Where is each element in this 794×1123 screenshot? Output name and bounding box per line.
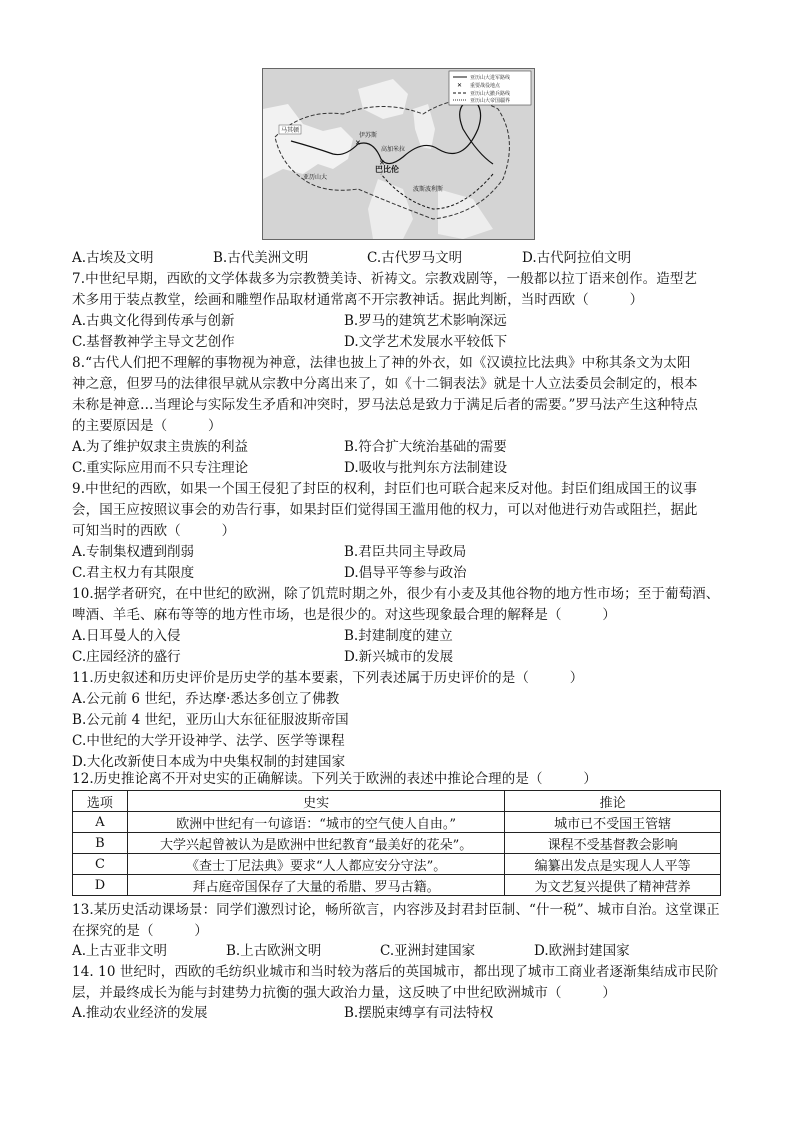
svg-text:波斯波利斯: 波斯波利斯 <box>413 186 444 193</box>
map-illustration <box>263 69 534 239</box>
q9-stem-line: 会，国王应按照议事会的劝告行事，如果封臣们觉得国王滥用他的权力，可以对他进行劝告或阻拦，据此 <box>72 502 698 518</box>
q11-stem-line: 11.历史叙述和历史评价是历史学的基本要素，下列表述属于历史评价的是（ ） <box>72 670 584 686</box>
table-cell: 课程不受基督教会影响 <box>505 833 721 854</box>
q14-option-a: A.推动农业经济的发展 <box>72 1005 208 1021</box>
q7-option-d: D.文学艺术发展水平较低下 <box>344 334 508 350</box>
svg-text:亚历山大进军路线: 亚历山大进军路线 <box>470 75 511 81</box>
q14-option-b: B.摆脱束缚享有司法特权 <box>344 1005 494 1021</box>
table-row <box>73 812 721 833</box>
q10-stem-line: 啤酒、羊毛、麻布等等的地方性市场，也是很少的。对这些现象最合理的解释是（ ） <box>72 607 616 623</box>
svg-text:亚历山大: 亚历山大 <box>303 174 328 181</box>
q7-option-b: B.罗马的建筑艺术影响深远 <box>344 313 507 329</box>
q8-option-a: A.为了维护奴隶主贵族的利益 <box>72 439 249 455</box>
q8-option-d: D.吸收与批判东方法制建设 <box>344 460 508 476</box>
q14-stem-line: 14. 10 世纪时，西欧的毛纺织业城市和当时较为落后的英国城市，都出现了城市工商业者逐渐集结成市民阶 <box>72 964 719 980</box>
q8-option-c: C.重实际应用而不只专注理论 <box>72 460 249 476</box>
q9-stem-line: 9.中世纪的西欧，如果一个国王侵犯了封臣的权利，封臣们也可联合起来反对他。封臣们组成国王的议事 <box>72 481 698 497</box>
table-row <box>73 833 721 854</box>
q13-stem-line: 在探究的是（ ） <box>72 923 208 939</box>
svg-text:✕: ✕ <box>457 82 463 89</box>
svg-text:高加米拉: 高加米拉 <box>381 146 406 153</box>
q13-stem-line: 13.某历史活动课场景：同学们激烈讨论，畅所欲言，内容涉及封君封臣制、“什一税”、城市自治。这堂课正 <box>72 902 720 918</box>
q13-option-d: D.欧洲封建国家 <box>534 943 630 959</box>
q7-option-c: C.基督教神学主导文艺创作 <box>72 334 235 350</box>
table-cell: D <box>73 875 128 896</box>
q9-option-c: C.君主权力有其限度 <box>72 565 195 581</box>
q8-option-b: B.符合扩大统治基础的需要 <box>344 439 507 455</box>
q10-option-d: D.新兴城市的发展 <box>344 649 454 665</box>
q11-option-c: C.中世纪的大学开设神学、法学、医学等课程 <box>72 733 345 749</box>
table-cell: 大学兴起曾被认为是欧洲中世纪教育“最美好的花朵”。 <box>127 833 505 854</box>
q9-stem-line: 可知当时的西欧（ ） <box>72 523 236 539</box>
q10-option-b: B.封建制度的建立 <box>344 628 453 644</box>
q10-option-c: C.庄园经济的盛行 <box>72 649 181 665</box>
q10-option-a: A.日耳曼人的入侵 <box>72 628 181 644</box>
q10-stem-line: 10.据学者研究，在中世纪的欧洲，除了饥荒时期之外，很少有小麦及其他谷物的地方性市场；至于葡萄酒、 <box>72 586 720 602</box>
table-cell: 城市已不受国王管辖 <box>505 812 721 833</box>
table-cell: 为文艺复兴提供了精神营养 <box>505 875 721 896</box>
table-header-row <box>73 791 721 812</box>
q11-option-b: B.公元前 4 世纪，亚历山大东征征服波斯帝国 <box>72 712 349 728</box>
table-cell: 拜占庭帝国保存了大量的希腊、罗马古籍。 <box>127 875 505 896</box>
q8-stem-line: 8.“古代人们把不理解的事物视为神意，法律也披上了神的外衣，如《汉谟拉比法典》中称其条文为太阳 <box>72 355 691 371</box>
q11-option-d: D.大化改新使日本成为中央集权制的封建国家 <box>72 754 346 770</box>
q7-option-a: A.古典文化得到传承与创新 <box>72 313 235 329</box>
q6-option-c: C.古代罗马文明 <box>367 250 463 266</box>
svg-text:伊苏斯: 伊苏斯 <box>359 132 378 139</box>
table-cell: B <box>73 833 128 854</box>
q6-option-b: B.古代美洲文明 <box>213 250 309 266</box>
q13-option-a: A.上古亚非文明 <box>72 943 168 959</box>
alexander-campaign-map <box>262 68 535 240</box>
q9-option-d: D.倡导平等参与政治 <box>344 565 467 581</box>
svg-text:亚历山大撤兵路线: 亚历山大撤兵路线 <box>470 91 511 97</box>
table-cell: C <box>73 854 128 875</box>
q9-option-b: B.君臣共同主导政局 <box>344 544 467 560</box>
q6-option-a: A.古埃及文明 <box>72 250 154 266</box>
table-header-cell: 史实 <box>127 791 505 812</box>
table-cell: 编纂出发点是实现人人平等 <box>505 854 721 875</box>
table-header-cell: 选项 <box>73 791 128 812</box>
svg-text:重要战役地点: 重要战役地点 <box>470 83 501 89</box>
q11-option-a: A.公元前 6 世纪，乔达摩·悉达多创立了佛教 <box>72 691 340 707</box>
q9-option-a: A.专制集权遭到削弱 <box>72 544 195 560</box>
q6-option-d: D.古代阿拉伯文明 <box>522 250 632 266</box>
q8-stem-line: 的主要原因是（ ） <box>72 418 222 434</box>
q13-option-b: B.上古欧洲文明 <box>226 943 322 959</box>
q12-stem-line: 12.历史推论离不开对史实的正确解读。下列关于欧洲的表述中推论合理的是（ ） <box>72 771 597 787</box>
svg-text:马其顿: 马其顿 <box>281 127 300 134</box>
q12-table <box>72 790 721 896</box>
svg-text:巴比伦: 巴比伦 <box>375 165 399 174</box>
q7-stem-line: 7.中世纪早期，西欧的文学体裁多为宗教赞美诗、祈祷文。宗教戏剧等，一般都以拉丁语来创作。造型艺 <box>72 271 698 287</box>
q8-stem-line: 神之意，但罗马的法律很早就从宗教中分离出来了，如《十二铜表法》就是十人立法委员会制定的，根本 <box>72 376 698 392</box>
q13-option-c: C.亚洲封建国家 <box>380 943 476 959</box>
table-cell: A <box>73 812 128 833</box>
table-row <box>73 854 721 875</box>
q14-stem-line: 层，并最终成长为能与封建势力抗衡的强大政治力量，这反映了中世纪欧洲城市（ ） <box>72 985 616 1001</box>
svg-text:亚历山大帝国疆界: 亚历山大帝国疆界 <box>470 98 511 104</box>
table-cell: 欧洲中世纪有一句谚语：“城市的空气使人自由。” <box>127 812 505 833</box>
q8-stem-line: 未称是神意…当理论与实际发生矛盾和冲突时，罗马法总是致力于满足后者的需要。”罗马法产生这种特点 <box>72 397 698 413</box>
svg-text:✕: ✕ <box>355 139 361 147</box>
svg-text:✕: ✕ <box>379 159 385 167</box>
table-row <box>73 875 721 896</box>
table-cell: 《查士丁尼法典》要求“人人都应安分守法”。 <box>127 854 505 875</box>
table-header-cell: 推论 <box>505 791 721 812</box>
q7-stem-line: 术多用于装点教堂，绘画和雕塑作品取材通常离不开宗教神话。据此判断，当时西欧（ ） <box>72 292 644 308</box>
